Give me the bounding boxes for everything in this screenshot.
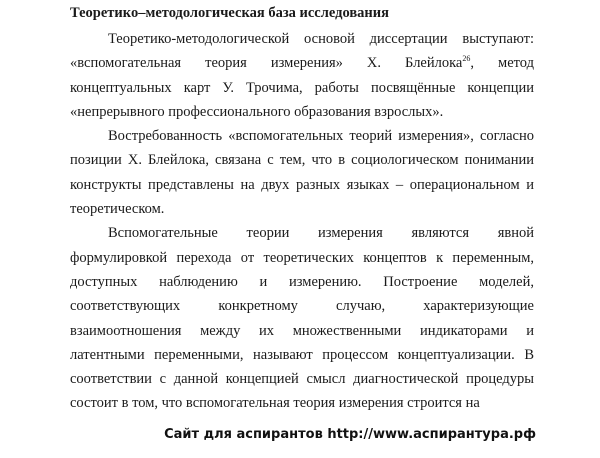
footnote-marker: 26 xyxy=(462,54,471,64)
paragraph-1 xyxy=(70,27,534,124)
paragraph-1-text-before: Теоретико-методологической основой диссертации выступают: «вспомогательная теория измерения» Х. Блейлока xyxy=(70,31,534,72)
paragraph-1-text-after: , метод концептуальных карт У. Трочима, работы посвящённые концепции «непрерывного профессионального образования взрослых». xyxy=(70,55,535,120)
paragraph-2: Востребованность «вспомогательных теорий измерения», согласно позиции Х. Блейлока, связана с тем, что в социологическом понимании конструкты представлены на двух разных языках – операциональном и теоретическом. xyxy=(70,128,534,218)
site-watermark: Сайт для аспирантов http://www.аспирантура.рф xyxy=(164,427,536,442)
section-heading: Теоретико–методологическая база исследования xyxy=(70,5,389,21)
paragraph-3: Вспомогательные теории измерения являются явной формулировкой перехода от теоретических концептов к переменным, доступных наблюдению и измерению. Построение моделей, соответствующих конкретному случаю, характеризующие взаимоотношения между их множественными индикаторами и латентными переменными, называют процессом концептуализации. В соответствии с данной концепцией смысл диагностической процедуры состоит в том, что вспомогательная теория измерения строится на xyxy=(70,225,534,412)
